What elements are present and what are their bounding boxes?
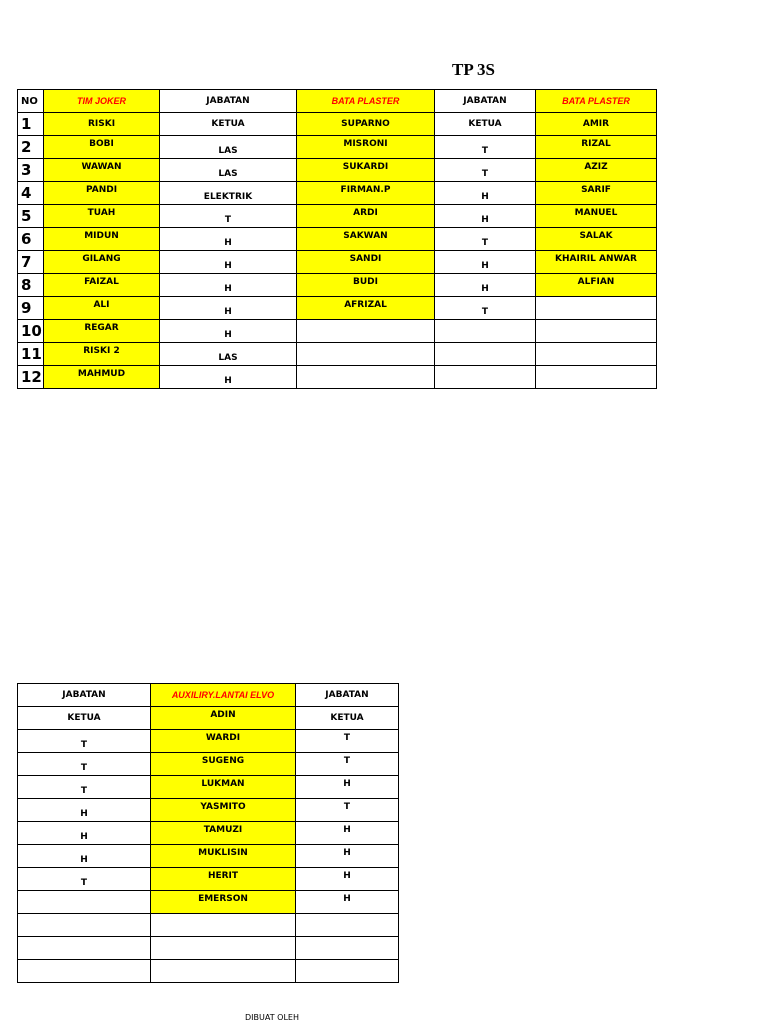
table-row bbox=[18, 159, 657, 182]
table-row bbox=[18, 845, 399, 868]
table-header-row bbox=[18, 684, 399, 707]
row-number: 10 bbox=[18, 320, 44, 343]
column-header: NO bbox=[18, 90, 44, 113]
table-cell: T bbox=[296, 730, 399, 753]
table-row bbox=[18, 730, 399, 753]
table-cell: H bbox=[296, 868, 399, 891]
table-row bbox=[18, 753, 399, 776]
table-cell: H bbox=[435, 251, 536, 274]
column-header: BATA PLASTER bbox=[536, 90, 657, 113]
row-number: 2 bbox=[18, 136, 44, 159]
table-cell: H bbox=[435, 274, 536, 297]
table-cell: SARIF bbox=[536, 182, 657, 205]
table-cell: BOBI bbox=[44, 136, 160, 159]
table-cell bbox=[151, 960, 296, 983]
table-cell bbox=[18, 960, 151, 983]
table-cell: MIDUN bbox=[44, 228, 160, 251]
row-number: 4 bbox=[18, 182, 44, 205]
table-cell: LAS bbox=[160, 136, 297, 159]
table-cell: RIZAL bbox=[536, 136, 657, 159]
column-header: BATA PLASTER bbox=[297, 90, 435, 113]
table-cell: T bbox=[18, 753, 151, 776]
table-cell bbox=[151, 914, 296, 937]
table-cell bbox=[18, 914, 151, 937]
column-header: JABATAN bbox=[435, 90, 536, 113]
table-cell: H bbox=[160, 228, 297, 251]
table-cell: T bbox=[18, 730, 151, 753]
table-row bbox=[18, 868, 399, 891]
table-cell bbox=[18, 891, 151, 914]
table-row bbox=[18, 182, 657, 205]
table-cell: SUPARNO bbox=[297, 113, 435, 136]
table-cell bbox=[435, 343, 536, 366]
team-table-1 bbox=[17, 89, 657, 389]
table-cell: H bbox=[296, 891, 399, 914]
table-cell bbox=[296, 914, 399, 937]
table-cell: KETUA bbox=[435, 113, 536, 136]
table-cell: HERIT bbox=[151, 868, 296, 891]
table-row bbox=[18, 320, 657, 343]
table-cell: LUKMAN bbox=[151, 776, 296, 799]
table-cell: KETUA bbox=[18, 707, 151, 730]
table-cell: KETUA bbox=[160, 113, 297, 136]
table-cell: ALFIAN bbox=[536, 274, 657, 297]
table-cell bbox=[536, 320, 657, 343]
table-cell: BUDI bbox=[297, 274, 435, 297]
table-cell: LAS bbox=[160, 343, 297, 366]
table-cell: ALI bbox=[44, 297, 160, 320]
table-cell: MISRONI bbox=[297, 136, 435, 159]
table-cell bbox=[297, 366, 435, 389]
table-cell bbox=[435, 320, 536, 343]
table-cell bbox=[536, 366, 657, 389]
row-number: 11 bbox=[18, 343, 44, 366]
table-cell: AMIR bbox=[536, 113, 657, 136]
row-number: 5 bbox=[18, 205, 44, 228]
table-cell: AZIZ bbox=[536, 159, 657, 182]
table-row bbox=[18, 136, 657, 159]
table-cell bbox=[297, 320, 435, 343]
table-cell: H bbox=[18, 822, 151, 845]
table-cell: H bbox=[18, 799, 151, 822]
table-cell: H bbox=[18, 845, 151, 868]
table-cell: H bbox=[435, 205, 536, 228]
table-cell: FIRMAN.P bbox=[297, 182, 435, 205]
table-row bbox=[18, 113, 657, 136]
table-cell: LAS bbox=[160, 159, 297, 182]
table-cell: TAMUZI bbox=[151, 822, 296, 845]
table-row bbox=[18, 297, 657, 320]
table-cell: TUAH bbox=[44, 205, 160, 228]
table-cell: MUKLISIN bbox=[151, 845, 296, 868]
table-cell: T bbox=[435, 228, 536, 251]
table-cell bbox=[297, 343, 435, 366]
table-cell: SUGENG bbox=[151, 753, 296, 776]
table-cell: ELEKTRIK bbox=[160, 182, 297, 205]
table-cell: SALAK bbox=[536, 228, 657, 251]
table-cell: WAWAN bbox=[44, 159, 160, 182]
table-cell: T bbox=[296, 753, 399, 776]
table-cell: H bbox=[160, 251, 297, 274]
table-cell: KHAIRIL ANWAR bbox=[536, 251, 657, 274]
table-cell: MANUEL bbox=[536, 205, 657, 228]
table-cell bbox=[435, 366, 536, 389]
table-row bbox=[18, 822, 399, 845]
table-cell: T bbox=[435, 136, 536, 159]
table-cell: H bbox=[435, 182, 536, 205]
table-cell: H bbox=[160, 366, 297, 389]
table-cell: H bbox=[160, 274, 297, 297]
table-row bbox=[18, 366, 657, 389]
row-number: 6 bbox=[18, 228, 44, 251]
table-cell: T bbox=[296, 799, 399, 822]
table-cell: GILANG bbox=[44, 251, 160, 274]
table-cell: WARDI bbox=[151, 730, 296, 753]
column-header: JABATAN bbox=[18, 684, 151, 707]
table-cell: H bbox=[296, 776, 399, 799]
row-number: 7 bbox=[18, 251, 44, 274]
table-cell: AFRIZAL bbox=[297, 297, 435, 320]
table-row bbox=[18, 228, 657, 251]
row-number: 9 bbox=[18, 297, 44, 320]
table-cell: H bbox=[296, 822, 399, 845]
table-cell bbox=[296, 937, 399, 960]
table-cell bbox=[151, 937, 296, 960]
table-row bbox=[18, 205, 657, 228]
table-cell: H bbox=[296, 845, 399, 868]
table-row bbox=[18, 799, 399, 822]
table-cell bbox=[536, 343, 657, 366]
table-cell: REGAR bbox=[44, 320, 160, 343]
table-row bbox=[18, 343, 657, 366]
table-row bbox=[18, 776, 399, 799]
table-cell bbox=[296, 960, 399, 983]
table-cell: PANDI bbox=[44, 182, 160, 205]
table-cell: SUKARDI bbox=[297, 159, 435, 182]
row-number: 1 bbox=[18, 113, 44, 136]
table-cell bbox=[18, 937, 151, 960]
row-number: 3 bbox=[18, 159, 44, 182]
table-cell: KETUA bbox=[296, 707, 399, 730]
table-row bbox=[18, 274, 657, 297]
table-row bbox=[18, 891, 399, 914]
table-cell: SAKWAN bbox=[297, 228, 435, 251]
table-cell: T bbox=[160, 205, 297, 228]
row-number: 12 bbox=[18, 366, 44, 389]
row-number: 8 bbox=[18, 274, 44, 297]
table-cell: RISKI 2 bbox=[44, 343, 160, 366]
table-row bbox=[18, 960, 399, 983]
table-cell bbox=[536, 297, 657, 320]
table-cell: H bbox=[160, 297, 297, 320]
footer-note: DIBUAT OLEH bbox=[245, 1013, 299, 1022]
table-header-row bbox=[18, 90, 657, 113]
team-table-2 bbox=[17, 683, 399, 983]
table-row bbox=[18, 937, 399, 960]
table-cell: ADIN bbox=[151, 707, 296, 730]
column-header: JABATAN bbox=[296, 684, 399, 707]
table-row bbox=[18, 914, 399, 937]
table-row bbox=[18, 707, 399, 730]
column-header: AUXILIRY.LANTAI ELVO bbox=[151, 684, 296, 707]
table-cell: SANDI bbox=[297, 251, 435, 274]
table-row bbox=[18, 251, 657, 274]
page-title: TP 3S bbox=[452, 60, 495, 79]
table-cell: T bbox=[435, 159, 536, 182]
table-cell: FAIZAL bbox=[44, 274, 160, 297]
table-cell: YASMITO bbox=[151, 799, 296, 822]
table-cell: ARDI bbox=[297, 205, 435, 228]
table-cell: RISKI bbox=[44, 113, 160, 136]
table-cell: T bbox=[18, 868, 151, 891]
column-header: JABATAN bbox=[160, 90, 297, 113]
table-cell: EMERSON bbox=[151, 891, 296, 914]
table-cell: MAHMUD bbox=[44, 366, 160, 389]
table-cell: T bbox=[435, 297, 536, 320]
column-header: TIM JOKER bbox=[44, 90, 160, 113]
table-cell: H bbox=[160, 320, 297, 343]
table-cell: T bbox=[18, 776, 151, 799]
